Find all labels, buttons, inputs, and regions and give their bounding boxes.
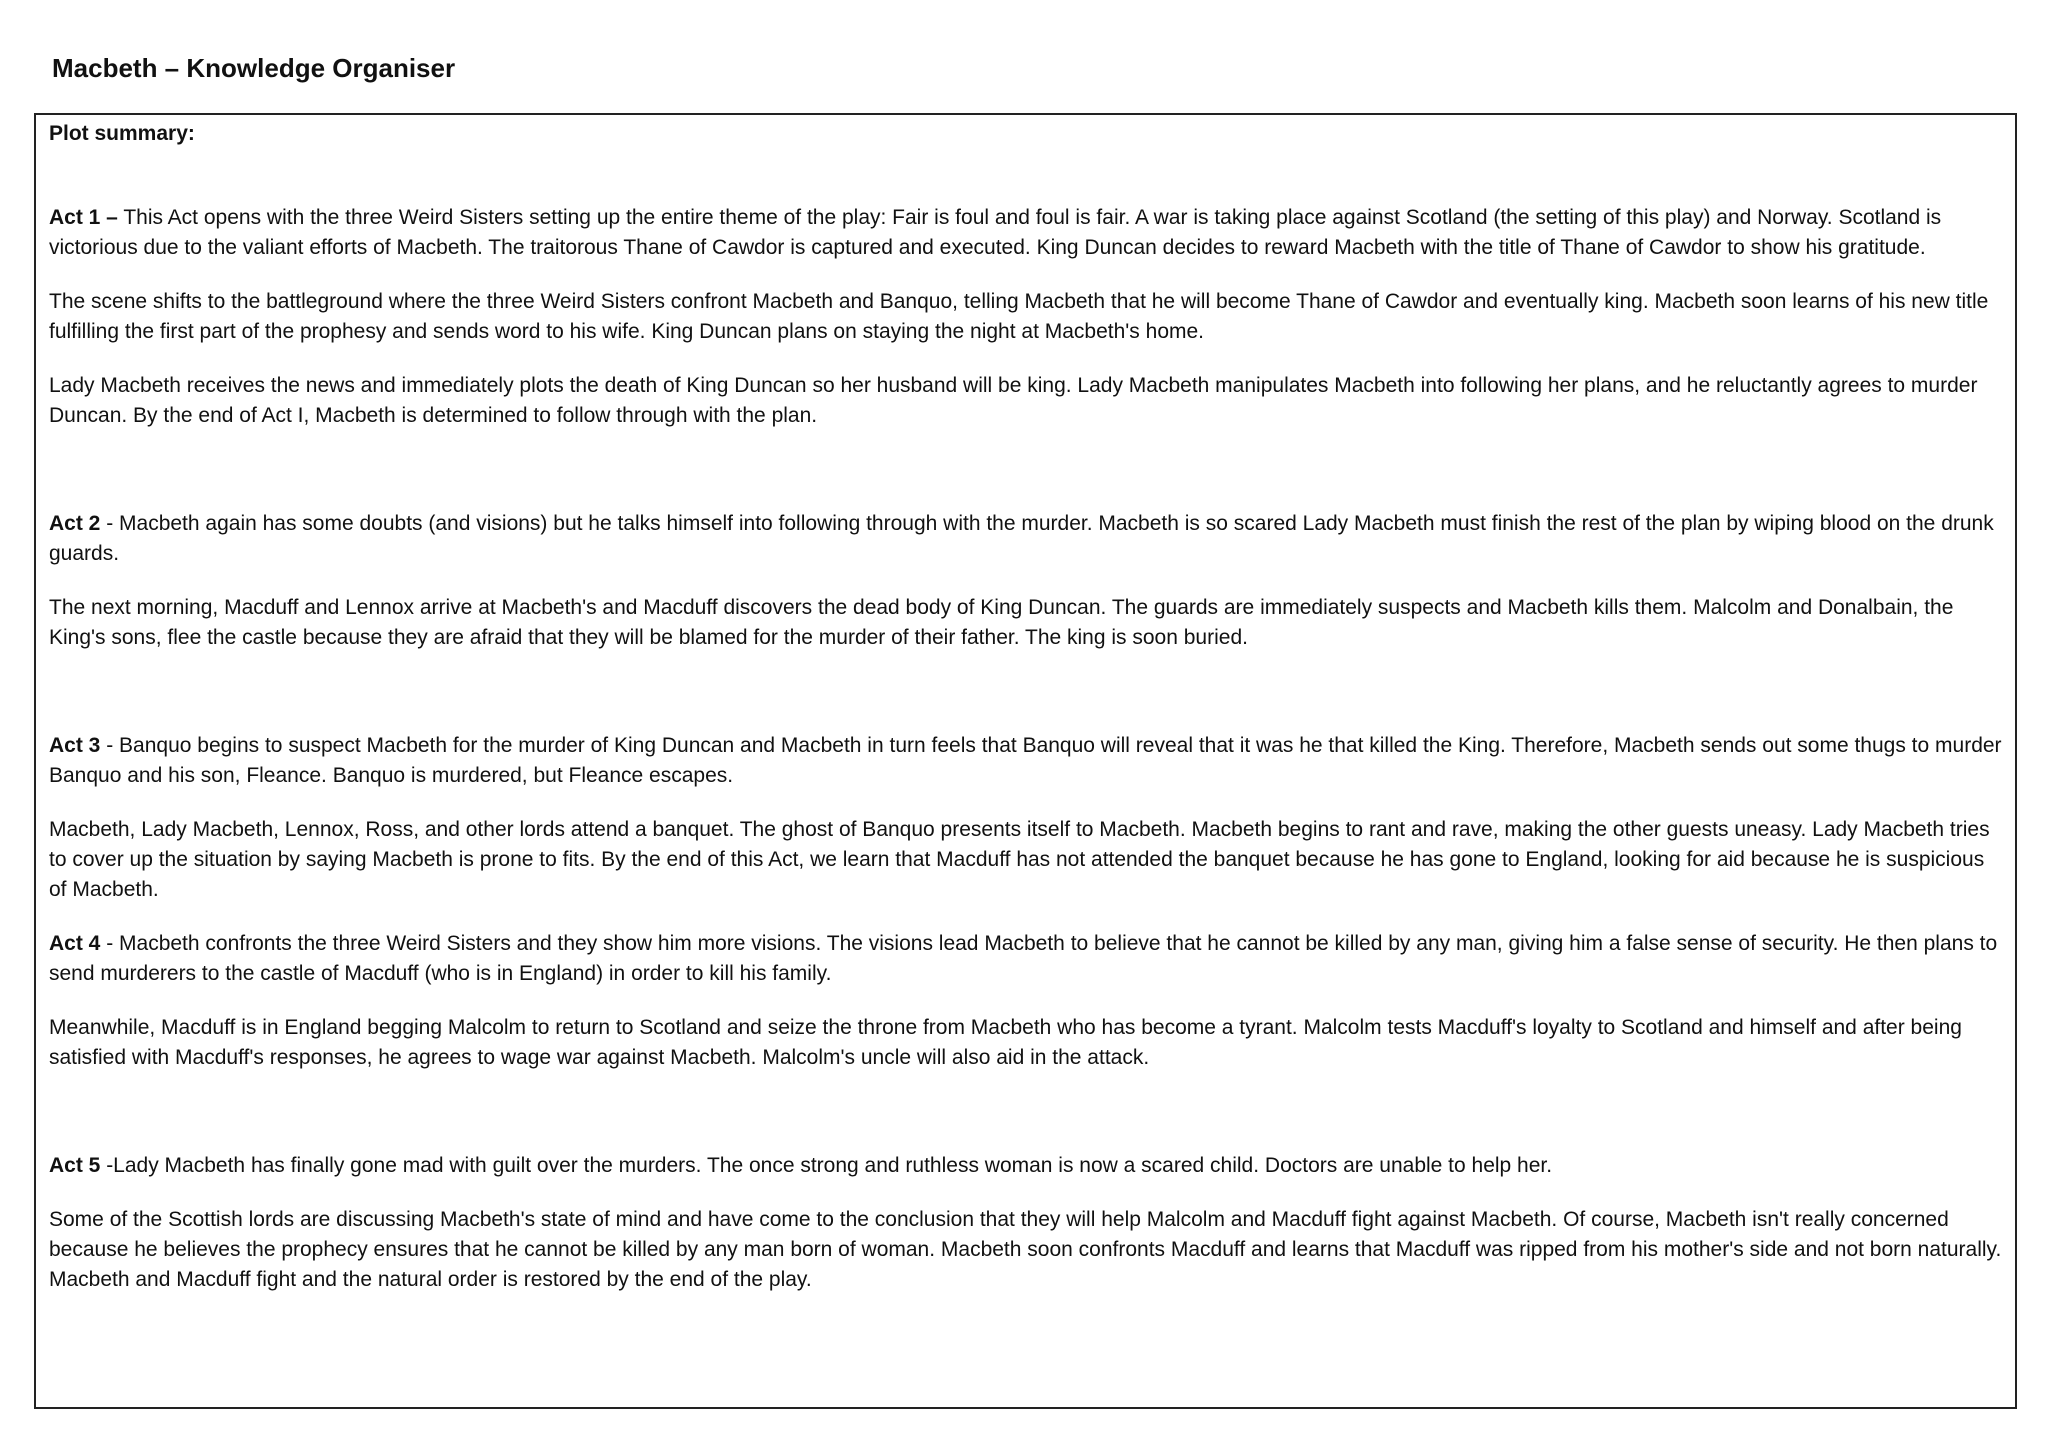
plot-summary-box	[34, 113, 2017, 1409]
act-5-label: Act 5	[49, 1154, 101, 1177]
act-3-paragraph-2: Macbeth, Lady Macbeth, Lennox, Ross, and other lords attend a banquet. The ghost of Banquo presents itself to Macbeth. Macbeth begins to rant and rave, making the other guests uneasy. Lady Macbeth tries to cover up the situation by saying Macbeth is prone to fits. By the end of this Act, we learn that Macduff has not attended the banquet because he has gone to England, looking for aid because he is suspicious of Macbeth.	[49, 818, 1990, 901]
act-5-paragraph-1	[49, 1151, 2003, 1181]
act-5-text-1: -Lady Macbeth has finally gone mad with guilt over the murders. The once strong and ruthless woman is now a scared child. Doctors are unable to help her.	[100, 1154, 1553, 1177]
act-1-paragraph-2: The scene shifts to the battleground where the three Weird Sisters confront Macbeth and Banquo, telling Macbeth that he will become Thane of Cawdor and eventually king. Macbeth soon learns of his new title fulfilling the first part of the prophesy and sends word to his wife. King Duncan plans on staying the night at Macbeth's home.	[49, 290, 1989, 343]
act-4-paragraph-1	[49, 929, 2003, 989]
act-5-paragraph-2: Some of the Scottish lords are discussing Macbeth's state of mind and have come to the conclusion that they will help Malcolm and Macduff fight against Macbeth. Of course, Macbeth isn't really concerned because he believes the prophecy ensures that he cannot be killed by any man born of woman. Macbeth soon confronts Macduff and learns that Macduff was ripped from his mother's side and not born naturally. Macbeth and Macduff fight and the natural order is restored by the end of the play.	[49, 1208, 2002, 1291]
act-1-paragraph-3: Lady Macbeth receives the news and immediately plots the death of King Duncan so her husband will be king. Lady Macbeth manipulates Macbeth into following her plans, and he reluctantly agrees to murder Duncan. By the end of Act I, Macbeth is determined to follow through with the plan.	[49, 374, 1978, 427]
plot-summary-heading: Plot summary:	[49, 122, 195, 145]
act-3-label: Act 3	[49, 734, 101, 757]
act-3-text-1: - Banquo begins to suspect Macbeth for the murder of King Duncan and Macbeth in turn feels that Banquo will reveal that it was he that killed the King. Therefore, Macbeth sends out some thugs to murder Banquo and his son, Fleance. Banquo is murdered, but Fleance escapes.	[49, 734, 2002, 787]
act-1-label: Act 1 –	[49, 206, 118, 229]
act-2-paragraph-1	[49, 509, 2003, 569]
act-4-paragraph-2: Meanwhile, Macduff is in England begging Malcolm to return to Scotland and seize the throne from Macbeth who has become a tyrant. Malcolm tests Macduff's loyalty to Scotland and himself and after being satisfied with Macduff's responses, he agrees to wage war against Macbeth. Malcolm's uncle will also aid in the attack.	[49, 1016, 1962, 1069]
act-2-text-1: - Macbeth again has some doubts (and visions) but he talks himself into following through with the murder. Macbeth is so scared Lady Macbeth must finish the rest of the plan by wiping blood on the drunk guards.	[49, 512, 1994, 565]
act-3-paragraph-1	[49, 731, 2003, 791]
act-1-text-1: This Act opens with the three Weird Sisters setting up the entire theme of the play: Fair is foul and foul is fair. A war is taking place against Scotland (the setting of this play) and Norway. Scotland is victorious due to the valiant efforts of Macbeth. The traitorous Thane of Cawdor is captured and executed. King Duncan decides to reward Macbeth with the title of Thane of Cawdor to show his gratitude.	[49, 206, 1942, 259]
act-1-paragraph-1	[49, 203, 2003, 263]
act-2-label: Act 2	[49, 512, 101, 535]
act-2-paragraph-2: The next morning, Macduff and Lennox arrive at Macbeth's and Macduff discovers the dead body of King Duncan. The guards are immediately suspects and Macbeth kills them. Malcolm and Donalbain, the King's sons, flee the castle because they are afraid that they will be blamed for the murder of their father. The king is soon buried.	[49, 596, 1954, 649]
page-title: Macbeth – Knowledge Organiser	[52, 53, 456, 83]
act-4-label: Act 4	[49, 932, 101, 955]
act-4-text-1: - Macbeth confronts the three Weird Sisters and they show him more visions. The visions lead Macbeth to believe that he cannot be killed by any man, giving him a false sense of security. He then plans to send murderers to the castle of Macduff (who is in England) in order to kill his family.	[49, 932, 1998, 985]
